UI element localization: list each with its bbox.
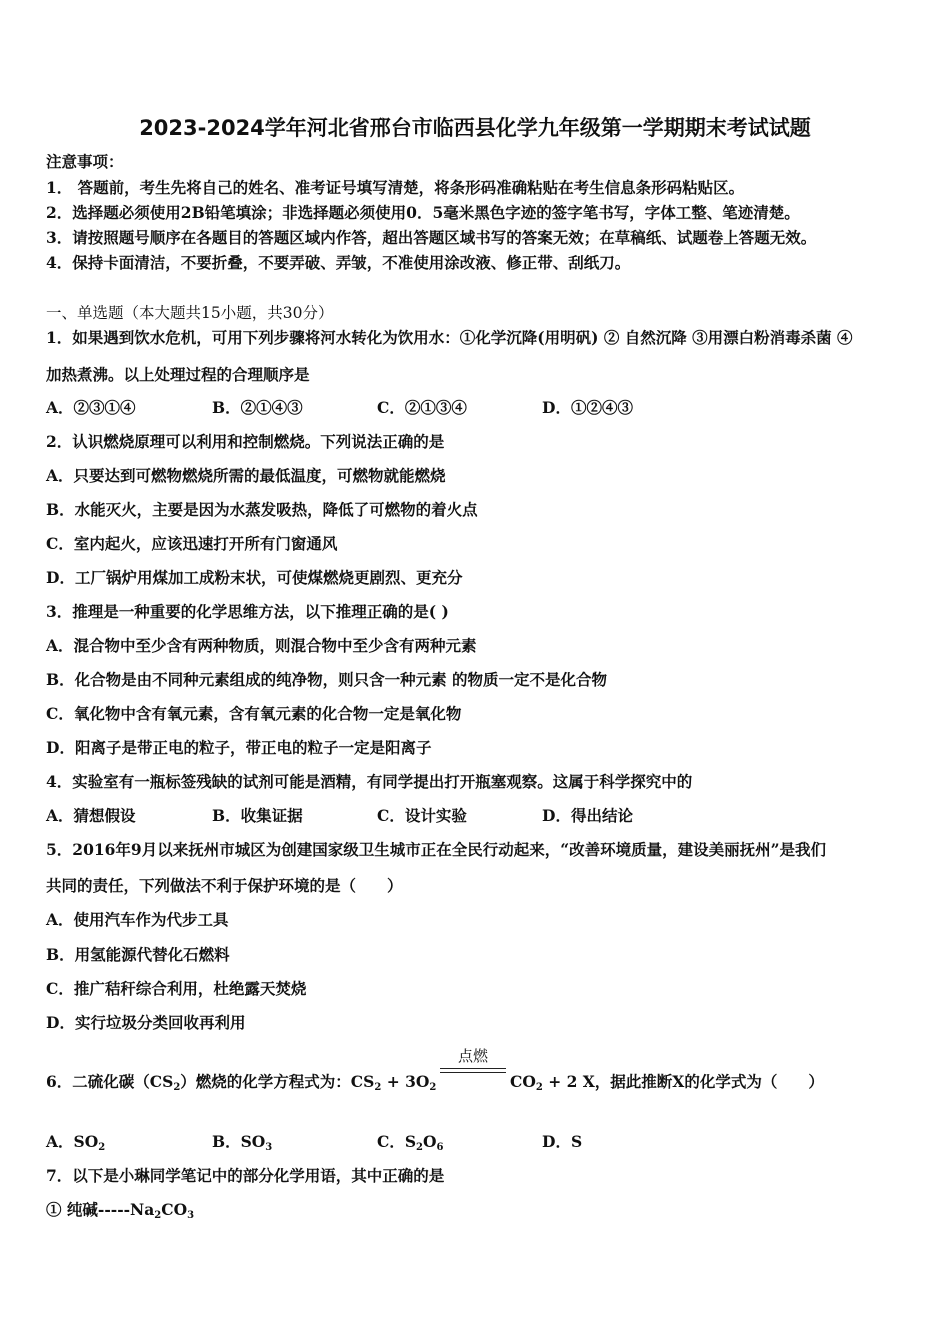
- q6-stem-left: 6．二硫化碳$(CS_2)$燃烧的化学方程式为：$CS_2 + 3O_2$: [46, 1072, 437, 1093]
- q4-option-d: D．得出结论: [542, 806, 633, 825]
- q1-option-d: D．①②④③: [542, 398, 633, 417]
- q3-option-d: D．阳离子是带正电的粒子，带正电的粒子一定是阳离子: [46, 738, 432, 757]
- q7-stem: 7．以下是小琳同学笔记中的部分化学用语，其中正确的是: [46, 1166, 445, 1185]
- q2-option-c: C．室内起火，应该迅速打开所有门窗通风: [46, 534, 338, 553]
- q1-stem-line1: 1．如果遇到饮水危机，可用下列步骤将河水转化为饮用水：①化学沉降(用明矾) ② 自然沉降 ③用漂白粉消毒杀菌 ④: [46, 328, 853, 347]
- q5-option-c: C．推广秸秆综合利用，杜绝露天焚烧: [46, 979, 307, 998]
- q4-option-b: B．收集证据: [212, 806, 303, 825]
- q6-option-a: A．$SO_2$: [46, 1132, 106, 1153]
- reaction-arrow-line: [440, 1072, 506, 1073]
- section-heading: 一、单选题（本大题共15小题，共30分）: [46, 304, 334, 322]
- notice-item: 3．请按照题号顺序在各题目的答题区域内作答，超出答题区域书写的答案无效；在草稿纸、试题卷上答题无效。: [46, 228, 817, 247]
- q6-option-c: C．$S_2O_6$: [377, 1132, 444, 1153]
- q4-stem: 4．实验室有一瓶标签残缺的试剂可能是酒精，有同学提出打开瓶塞观察。这属于科学探究中的: [46, 772, 693, 791]
- reaction-arrow-line: [440, 1068, 506, 1069]
- q6-option-d: D．S: [542, 1132, 583, 1151]
- q1-option-b: B．②①④③: [212, 398, 303, 417]
- q3-option-a: A．混合物中至少含有两种物质，则混合物中至少含有两种元素: [46, 636, 477, 655]
- q2-option-b: B．水能灭火，主要是因为水蒸发吸热，降低了可燃物的着火点: [46, 500, 478, 519]
- reaction-condition: 点燃: [457, 1047, 488, 1065]
- notice-heading: 注意事项：: [46, 152, 124, 171]
- q2-option-d: D．工厂锅炉用煤加工成粉末状，可使煤燃烧更剧烈、更充分: [46, 568, 463, 587]
- q3-stem: 3．推理是一种重要的化学思维方法，以下推理正确的是( ): [46, 602, 449, 621]
- q3-option-b: B．化合物是由不同种元素组成的纯净物，则只含一种元素 的物质一定不是化合物: [46, 670, 607, 689]
- q6-stem-right: $CO_2 + 2$ X，据此推断X的化学式为（ ）: [510, 1072, 824, 1093]
- q1-stem-line2: 加热煮沸。以上处理过程的合理顺序是: [46, 365, 310, 384]
- q5-stem-line2: 共同的责任，下列做法不利于保护环境的是（ ）: [46, 876, 403, 895]
- notice-item: 2．选择题必须使用2B铅笔填涂；非选择题必须使用0．5毫米黑色字迹的签字笔书写，字体工整、笔迹清楚。: [46, 203, 800, 222]
- q4-option-a: A．猜想假设: [46, 806, 136, 825]
- q5-option-a: A．使用汽车作为代步工具: [46, 910, 229, 929]
- q4-option-c: C．设计实验: [377, 806, 467, 825]
- q5-option-d: D．实行垃圾分类回收再利用: [46, 1013, 246, 1032]
- q7-item-1: ① 纯碱$-----Na_2CO_3$: [46, 1200, 195, 1221]
- notice-item: 4．保持卡面清洁，不要折叠，不要弄破、弄皱，不准使用涂改液、修正带、刮纸刀。: [46, 253, 631, 272]
- q3-option-c: C．氧化物中含有氧元素，含有氧元素的化合物一定是氧化物: [46, 704, 462, 723]
- q5-stem-line1: 5．2016年9月以来抚州市城区为创建国家级卫生城市正在全民行动起来，“改善环境质量，建设美丽抚州”是我们: [46, 840, 827, 859]
- q6-option-b: B．$SO_3$: [212, 1132, 273, 1153]
- page-title: 2023-2024学年河北省邢台市临西县化学九年级第一学期期末考试试题: [139, 116, 811, 140]
- q1-option-c: C．②①③④: [377, 398, 467, 417]
- q5-option-b: B．用氢能源代替化石燃料: [46, 945, 230, 964]
- notice-item: 1． 答题前，考生先将自己的姓名、准考证号填写清楚，将条形码准确粘贴在考生信息条形码粘贴区。: [46, 178, 745, 197]
- q2-stem: 2．认识燃烧原理可以利用和控制燃烧。下列说法正确的是: [46, 432, 445, 451]
- q2-option-a: A．只要达到可燃物燃烧所需的最低温度，可燃物就能燃烧: [46, 466, 446, 485]
- q1-option-a: A．②③①④: [46, 398, 136, 417]
